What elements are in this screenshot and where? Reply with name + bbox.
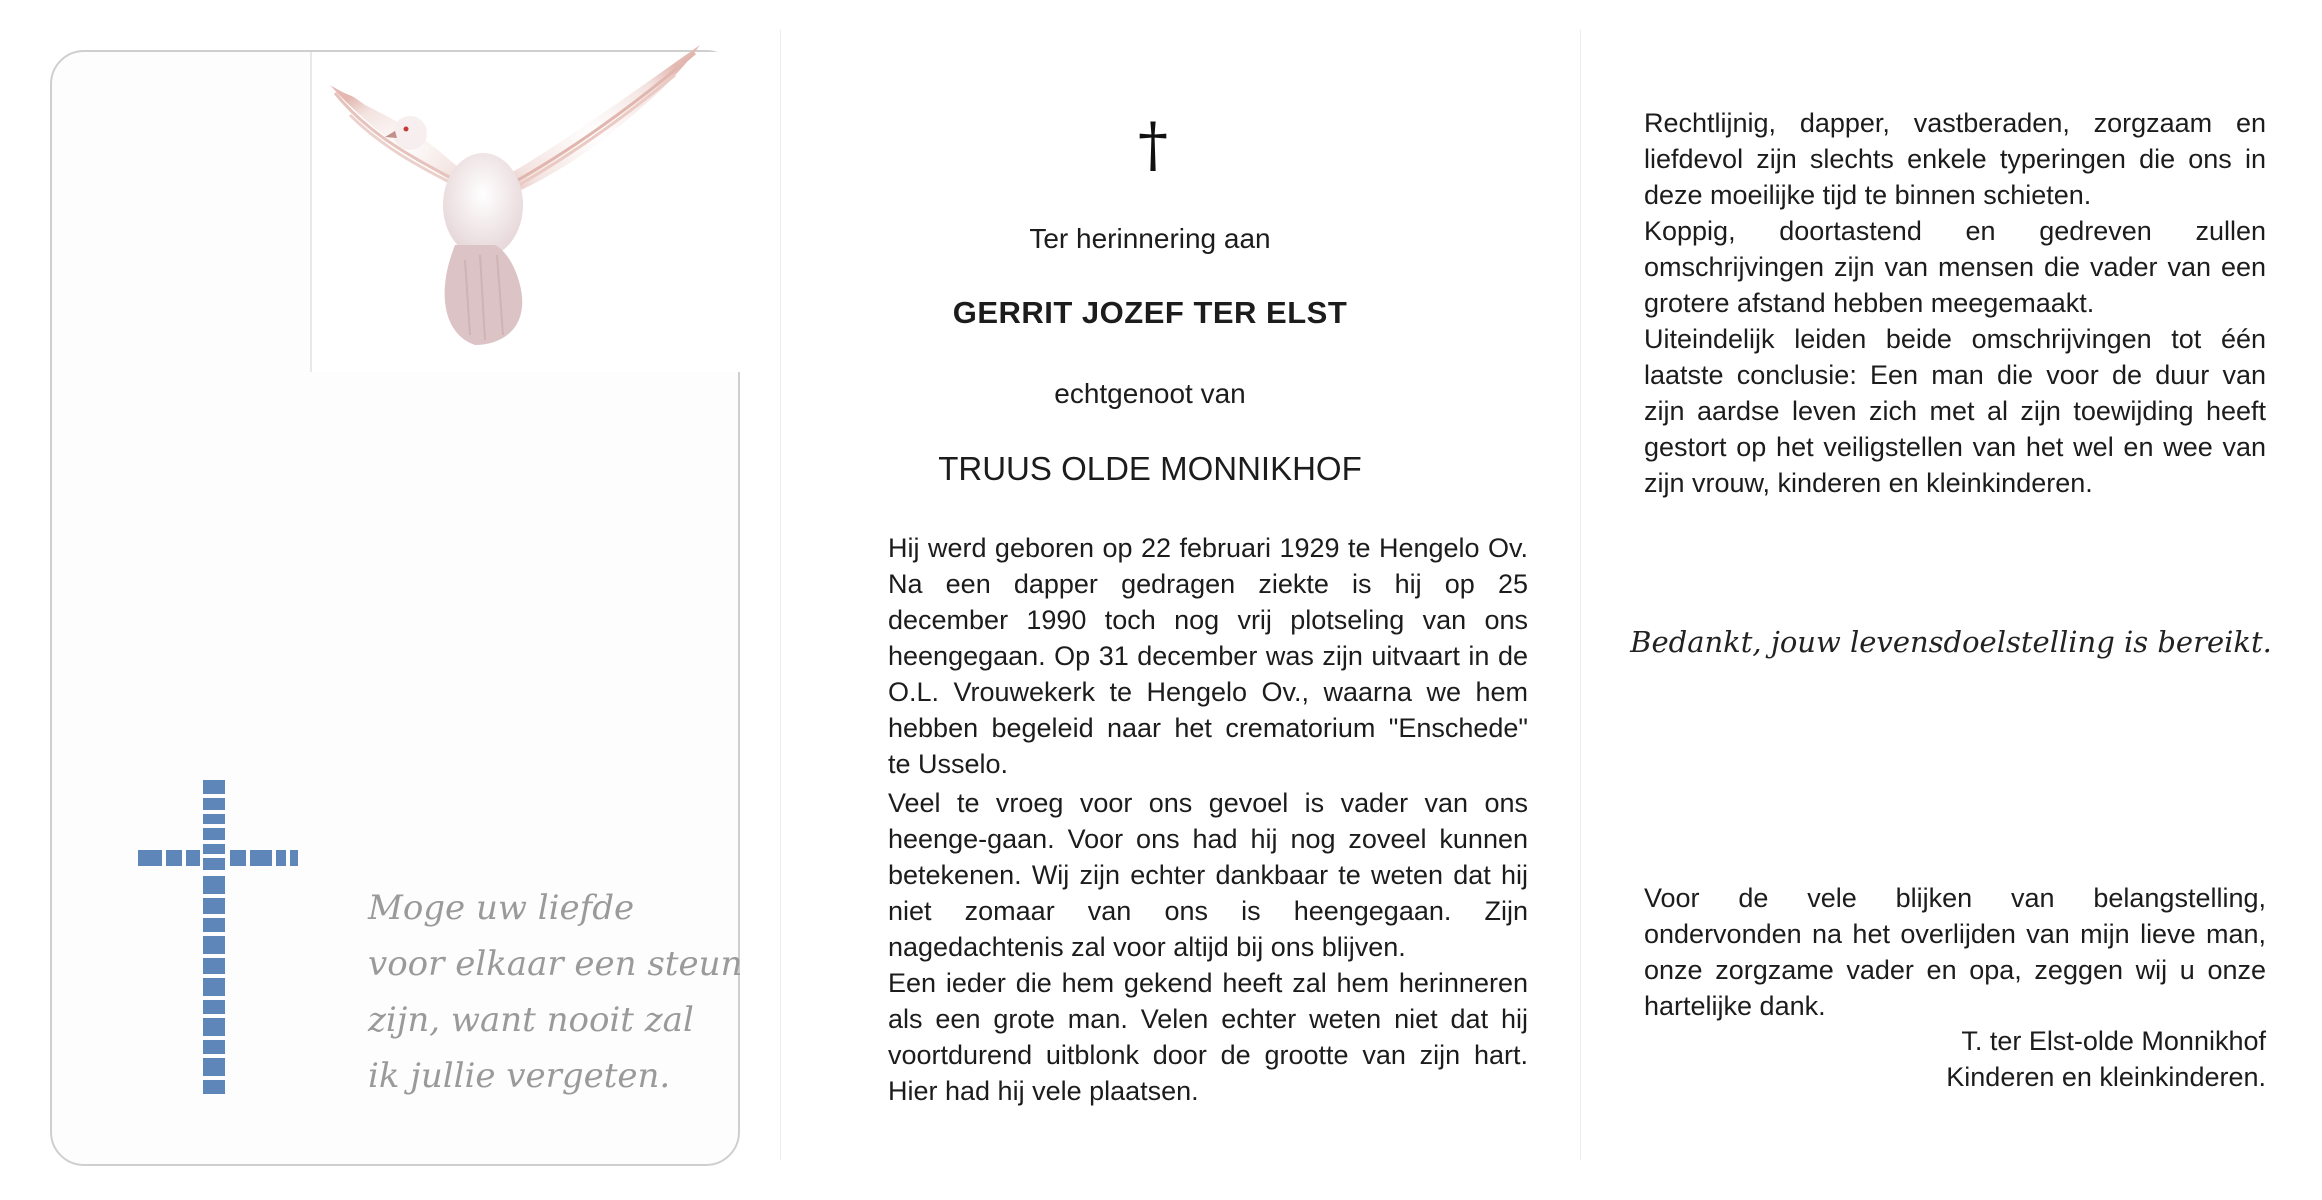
mosaic-cross-icon <box>138 780 308 1110</box>
middle-panel <box>780 0 1580 1200</box>
quote-line: voor elkaar een steun <box>368 944 743 984</box>
motto-text: Bedankt, jouw levensdoelstelling is bereikt. <box>1630 625 2272 659</box>
signature-line: Kinderen en kleinkinderen. <box>1946 1062 2266 1092</box>
quote-line: zijn, want nooit zal <box>368 1000 694 1040</box>
handwritten-quote <box>368 880 743 1104</box>
intro-text: Ter herinnering aan <box>1029 223 1271 254</box>
signature-line: T. ter Elst-olde Monnikhof <box>1961 1026 2266 1056</box>
deceased-name: GERRIT JOZEF TER ELST <box>952 295 1348 330</box>
relation-text: echtgenoot van <box>1054 378 1246 409</box>
thanks-paragraph: Voor de vele blijken van belangstelling, ondervonden na het overlijden van mijn lieve man, onze zorgzame vader en opa, zeggen wij u onze hartelijke dank. <box>1644 883 2266 1021</box>
cross-icon: † <box>1138 110 1168 180</box>
biography-paragraph: Hij werd geboren op 22 februari 1929 te Hengelo Ov. Na een dapper gedragen ziekte is hij op 25 december 1990 toch nog vrij plotseling van ons heengegaan. Op 31 december was zijn uitvaart in de O.L. Vrouwekerk te Hengelo Ov., waarna we hem hebben begeleid naar het crematorium "Enschede" te Usselo. <box>888 533 1528 779</box>
left-card-panel <box>0 0 780 1200</box>
dove-illustration <box>315 45 715 355</box>
quote-line: ik jullie vergeten. <box>368 1056 671 1096</box>
right-panel <box>1580 0 2322 1200</box>
tribute-paragraph: Veel te vroeg voor ons gevoel is vader van ons heenge-gaan. Voor ons had hij nog zoveel kunnen betekenen. Wij zijn echter dankbaar te weten dat hij niet zomaar van ons is heengegaan. Zijn nagedachtenis zal voor altijd bij ons blijven. Een ieder die hem gekend heeft zal hem herinneren als een grote man. Velen echter weten niet dat hij voortdurend uitblonk door de grootte van zijn hart. Hier had hij vele plaatsen. <box>888 788 1528 1106</box>
spouse-name: TRUUS OLDE MONNIKHOF <box>938 450 1362 487</box>
quote-line: Moge uw liefde <box>368 888 635 928</box>
characterisation-paragraph: Rechtlijnig, dapper, vastberaden, zorgzaam en liefdevol zijn slechts enkele typeringen die ons in deze moeilijke tijd te binnen schieten. Koppig, doortastend en gedreven zullen omschrijvingen zijn van mensen die vader van een grotere afstand hebben meegemaakt. Uiteindelijk leiden beide omschrijvingen tot één laatste conclusie: Een man die voor de duur van zijn aardse leven zich met al zijn toewijding heeft gestort op het veiligstellen van het wel en wee van zijn vrouw, kinderen en kleinkinderen. <box>1644 108 2266 498</box>
signature-block <box>1906 1023 2266 1095</box>
